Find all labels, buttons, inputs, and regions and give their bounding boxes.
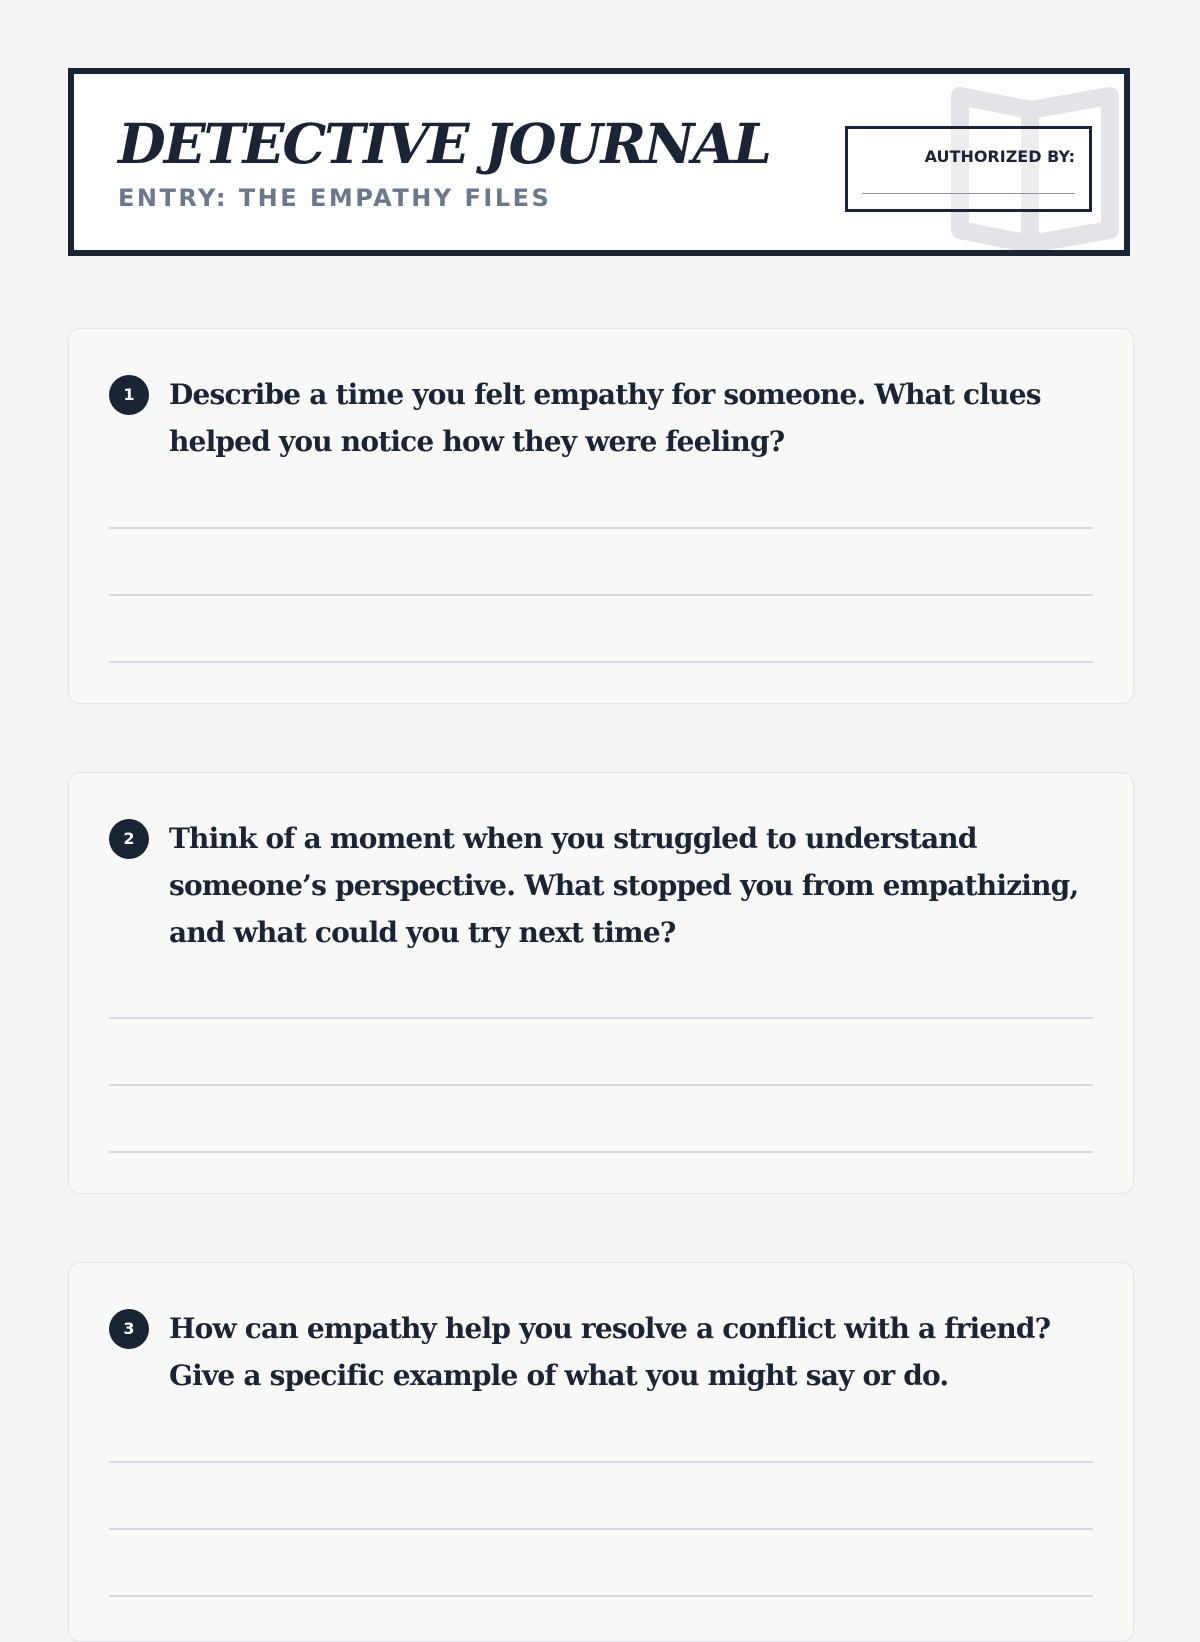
question-text: Think of a moment when you struggled to understand someone’s perspective. What stopped you from empathizing, and what could you try next time? bbox=[169, 822, 1079, 949]
answer-line[interactable] bbox=[109, 594, 1093, 596]
authorized-by-label: AUTHORIZED BY: bbox=[924, 147, 1075, 166]
question-text: Describe a time you felt empathy for someone. What clues helped you notice how they were feeling? bbox=[169, 378, 1041, 458]
answer-line[interactable] bbox=[109, 1595, 1093, 1597]
question-card-1 bbox=[68, 328, 1134, 704]
answer-line[interactable] bbox=[109, 661, 1093, 663]
page-title: DETECTIVE JOURNAL bbox=[118, 111, 770, 176]
entry-subtitle: ENTRY: THE EMPATHY FILES bbox=[118, 184, 552, 212]
answer-line[interactable] bbox=[109, 1084, 1093, 1086]
question-card-2 bbox=[68, 772, 1134, 1194]
question-number-badge: 1 bbox=[109, 375, 149, 415]
journal-header bbox=[68, 68, 1130, 256]
signature-line[interactable] bbox=[862, 193, 1075, 194]
authorization-box bbox=[845, 126, 1092, 212]
question-text: How can empathy help you resolve a conflict with a friend? Give a specific example of what you might say or do. bbox=[169, 1312, 1051, 1392]
question-card-3 bbox=[68, 1262, 1134, 1642]
question-number-badge: 2 bbox=[109, 819, 149, 859]
answer-line[interactable] bbox=[109, 1461, 1093, 1463]
answer-line[interactable] bbox=[109, 1017, 1093, 1019]
answer-line[interactable] bbox=[109, 527, 1093, 529]
answer-line[interactable] bbox=[109, 1528, 1093, 1530]
question-number-badge: 3 bbox=[109, 1309, 149, 1349]
answer-line[interactable] bbox=[109, 1151, 1093, 1153]
